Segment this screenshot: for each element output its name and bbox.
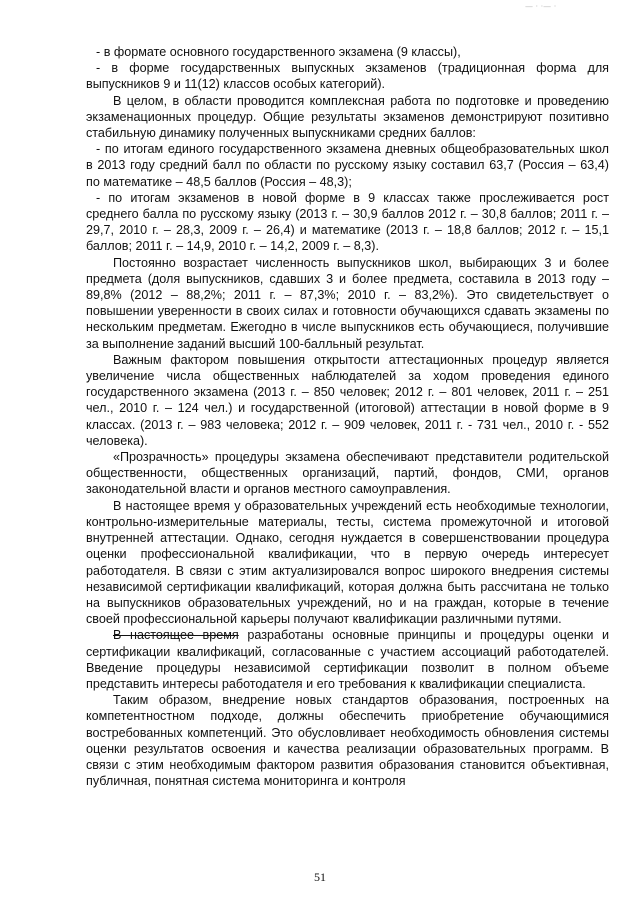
list-item-ege-results: - по итогам единого государственного экзамена дневных общеобразовательных школ в 2013 году средний балл по области по русскому языку составил 63,7 (Россия – 63,4) по математике – 48,5 баллов (Россия – 48,3); xyxy=(86,142,609,189)
paragraph-subject-choice: Постоянно возрастает численность выпускников школ, выбирающих 3 и более предмета (доля выпускников, сдавших 3 и более предмета, составила в 2013 году – 89,8% (2012 – 88,2%; 2011 г. – 87,3%; 2010 г. – 83,2%). Это свидетельствует о повышении уверенности в своих силах и готовности обучающихся сдавать экзамены по нескольким предметам. Ежегодно в числе выпускников есть обучающиеся, получившие за выполнение заданий высший 100-балльный результат. xyxy=(86,255,609,351)
scan-artifact-mark: — · ·— · xyxy=(525,2,557,11)
paragraph-transparency: «Прозрачность» процедуры экзамена обеспечивают представители родительской общественности, общественных организаций, партий, фондов, СМИ, органов законодательной власти и органов местного самоуправления. xyxy=(86,450,609,497)
paragraph-conclusion: Таким образом, внедрение новых стандартов образования, построенных на компетентностном подходе, должны обеспечить приобретение обучающимися востребованных компетенций. Это обусловливает необходимость обновления системы оценки результатов освоения и качества реализации образовательных программ. В связи с этим необходимым фактором развития образования становится объективная, публичная, понятная система мониторинга и контроля xyxy=(86,693,609,789)
page-number: 51 xyxy=(314,870,326,884)
list-item-oge: - в формате основного государственного экзамена (9 классы), xyxy=(96,45,461,59)
paragraph-observers: Важным фактором повышения открытости аттестационных процедур является увеличение числа общественных наблюдателей за ходом проведения единого государственного экзамена (2013 г. – 850 человек; 2012 г. – 801 человек, 2011 г. – 251 чел., 2010 г. – 124 чел.) и государственной (итоговой) аттестации в новой форме в 9 классах. (2013 г. – 983 человека; 2012 г. – 909 человек, 2011 г. - 731 чел., 2010 г. - 552 человека). xyxy=(86,352,609,448)
struck-phrase: В настоящее время xyxy=(113,628,239,643)
list-item-gve: - в форме государственных выпускных экзаменов (традиционная форма для выпускников 9 и 11(12) классов особых категорий). xyxy=(86,61,609,92)
list-item-grade9-results: - по итогам экзаменов в новой форме в 9 классах также прослеживается рост среднего балла по русскому языку (2013 г. – 30,9 баллов 2012 г. – 30,8 баллов; 2011 г. – 29,7, 2010 г. – 28,3, 2009 г. – 26,4) и математике (2013 г. – 18,8 баллов; 2012 г. – 15,1 баллов; 2011 г. – 14,9, 2010 г. – 14,2, 2009 г. – 8,3). xyxy=(86,190,609,254)
paragraph-overview: В целом, в области проводится комплексная работа по подготовке и проведению экзаменационных процедур. Общие результаты экзаменов демонстрируют позитивно стабильную динамику полученных выпускниками средних баллов: xyxy=(86,93,609,141)
paragraph-certification-principles-text: разработаны основные принципы и процедуры оценки и сертификации квалификаций, согласованные с участием ассоциаций работодателей. Введение процедуры независимой сертификации позволит в полном объеме представить интересы работодателя и его требования к квалификации специалиста. xyxy=(86,628,609,691)
paragraph-certification-principles xyxy=(86,627,609,692)
document-body xyxy=(86,44,609,789)
paragraph-certification-need: В настоящее время у образовательных учреждений есть необходимые технологии, контрольно-измерительные материалы, тесты, система промежуточной и итоговой внутренней аттестации. Однако, сегодня нуждается в совершенствовании процедура оценки профессиональной квалификации, что в первую очередь интересует работодателя. В связи с этим актуализировался вопрос широкого внедрения системы независимой сертификации квалификаций, которая должна быть рассчитана не только на выпускников образовательных учреждений, но и на граждан, которые в течение своей профессиональной карьеры получают квалификации различными путями. xyxy=(86,498,609,627)
